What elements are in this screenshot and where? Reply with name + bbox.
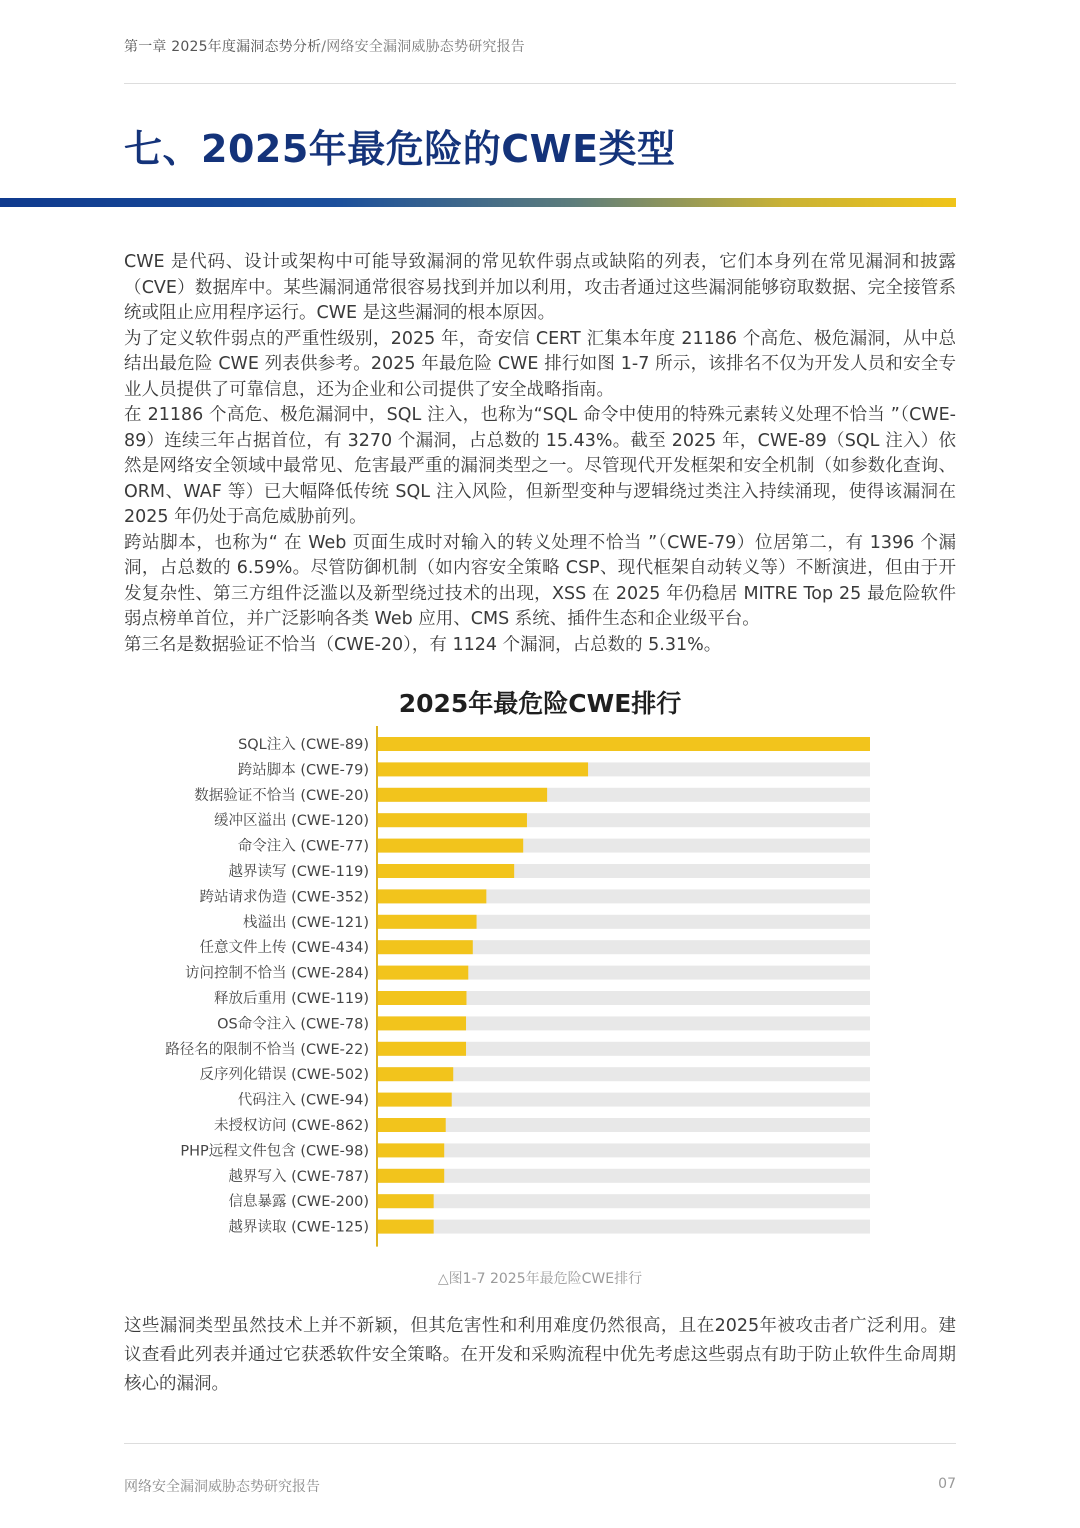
category-label: 任意文件上传 (CWE-434) (199, 940, 369, 957)
bar-track (378, 1194, 870, 1208)
figure-caption: △图1-7 2025年最危险CWE排行 (437, 1271, 643, 1287)
category-label: 信息暴露 (CWE-200) (228, 1194, 369, 1211)
category-label: 越界写入 (CWE-787) (228, 1168, 369, 1185)
category-label: 跨站脚本 (CWE-79) (237, 762, 369, 779)
bar (378, 1118, 446, 1132)
section-title: 七、2025年最危险的CWE类型 (124, 127, 676, 171)
category-label: SQL注入 (CWE-89) (238, 737, 369, 753)
bar (378, 864, 514, 878)
category-label: 越界读写 (CWE-119) (228, 864, 369, 880)
bar-track (378, 1169, 870, 1183)
bar (378, 915, 477, 929)
header-divider (124, 83, 956, 84)
category-label: 反序列化错误 (CWE-502) (199, 1067, 369, 1084)
chart-title: 2025年最危险CWE排行 (398, 689, 682, 718)
closing-paragraph: 这些漏洞类型虽然技术上并不新颖，但其危害性和利用难度仍然很高，且在2025年被攻击者广泛利用。建议查看此列表并通过它获悉软件安全策略。在开发和采购流程中优先考虑这些弱点有助于防止软件生命周期核心的漏洞。 (124, 1316, 956, 1394)
category-label: 栈溢出 (CWE-121) (243, 914, 369, 931)
cwe-ranking-chart (0, 724, 1080, 1254)
category-label: 数据验证不恰当 (CWE-20) (194, 787, 369, 804)
category-label: 越界读取 (CWE-125) (228, 1219, 369, 1236)
paragraph-cwe-definition: CWE 是代码、设计或架构中可能导致漏洞的常见软件弱点或缺陷的列表，它们本身列在常见漏洞和披露（CVE）数据库中。某些漏洞通常很容易找到并加以利用，攻击者通过这些漏洞能够窃取数据、完全接管系统或阻止应用程序运行。CWE 是这些漏洞的根本原因。 (124, 252, 956, 323)
bar (378, 889, 486, 903)
bar-track (378, 1093, 870, 1107)
bar (378, 1016, 466, 1030)
bar-track (378, 1220, 870, 1234)
category-label: 路径名的限制不恰当 (CWE-22) (165, 1041, 369, 1058)
bar-track (378, 1143, 870, 1157)
footer-report-title: 网络安全漏洞威胁态势研究报告 (124, 1479, 320, 1495)
bar (378, 737, 870, 751)
bar (378, 1042, 466, 1056)
bar (378, 813, 527, 827)
title-gradient-bar (0, 198, 956, 207)
bar (378, 1220, 434, 1234)
header-chapter: 第一章 2025年度漏洞态势分析 (124, 39, 322, 55)
bar (378, 1067, 453, 1081)
bar (378, 839, 523, 853)
bar-track (378, 1118, 870, 1132)
category-label: 代码注入 (CWE-94) (237, 1092, 369, 1109)
bar (378, 966, 468, 980)
category-label: 跨站请求伪造 (CWE-352) (199, 889, 369, 906)
paragraph-sql-injection: 在 21186 个高危、极危漏洞中，SQL 注入，也称为“SQL 命令中使用的特殊元素转义处理不恰当 ”（CWE-89）连续三年占据首位，有 3270 个漏洞，占总数的 15.43%。截至 2025 年，CWE-89（SQL 注入）依然是网络安全领域中最常见、危害最严重的漏洞类型之一。尽管现代开发框架和安全机制（如参数化查询、ORM、WAF 等）已大幅降低传统 SQL 注入风险，但新型变种与逻辑绕过类注入持续涌现，使得该漏洞在 2025 年仍处于高危威胁前列。 (124, 405, 956, 527)
category-label: OS命令注入 (CWE-78) (217, 1016, 369, 1033)
page-number: 07 (938, 1476, 956, 1492)
header-separator: / (321, 39, 327, 55)
paragraph-ranking-method: 为了定义软件弱点的严重性级别，2025 年，奇安信 CERT 汇集本年度 21186 个高危、极危漏洞，从中总结出最危险 CWE 列表供参考。2025 年最危险 CWE 排行如图 1-7 所示，该排名不仅为开发人员和安全专业人员提供了可靠信息，还为企业和公司提供了安全战略指南。 (124, 328, 956, 400)
footer-divider (124, 1443, 956, 1444)
category-label: PHP远程文件包含 (CWE-98) (180, 1143, 369, 1160)
bar (378, 1093, 452, 1107)
category-label: 缓冲区溢出 (CWE-120) (214, 813, 369, 830)
header-report-title: 网络安全漏洞威胁态势研究报告 (326, 39, 526, 55)
category-label: 命令注入 (CWE-77) (237, 838, 369, 855)
bar (378, 940, 473, 954)
paragraph-third-place: 第三名是数据验证不恰当（CWE-20），有 1124 个漏洞，占总数的 5.31%。 (124, 634, 722, 655)
bar (378, 762, 588, 776)
bar (378, 991, 466, 1005)
bar (378, 1169, 444, 1183)
bar (378, 1143, 444, 1157)
paragraph-xss: 跨站脚本，也称为“ 在 Web 页面生成时对输入的转义处理不恰当 ”（CWE-79）位居第二，有 1396 个漏洞，占总数的 6.59%。尽管防御机制（如内容安全策略 CSP、现代框架自动转义等）不断演进，但由于开发复杂性、第三方组件泛滥以及新型绕过技术的出现，XSS 在 2025 年仍稳居 MITRE Top 25 最危险软件弱点榜单首位，并广泛影响各类 Web 应用、CMS 系统、插件生态和企业级平台。 (124, 532, 956, 629)
category-label: 未授权访问 (CWE-862) (214, 1118, 369, 1134)
category-label: 访问控制不恰当 (CWE-284) (185, 965, 369, 982)
bar (378, 788, 547, 802)
body-text (124, 250, 956, 658)
bar (378, 1194, 434, 1208)
category-label: 释放后重用 (CWE-119) (214, 991, 369, 1007)
running-header (124, 36, 525, 56)
